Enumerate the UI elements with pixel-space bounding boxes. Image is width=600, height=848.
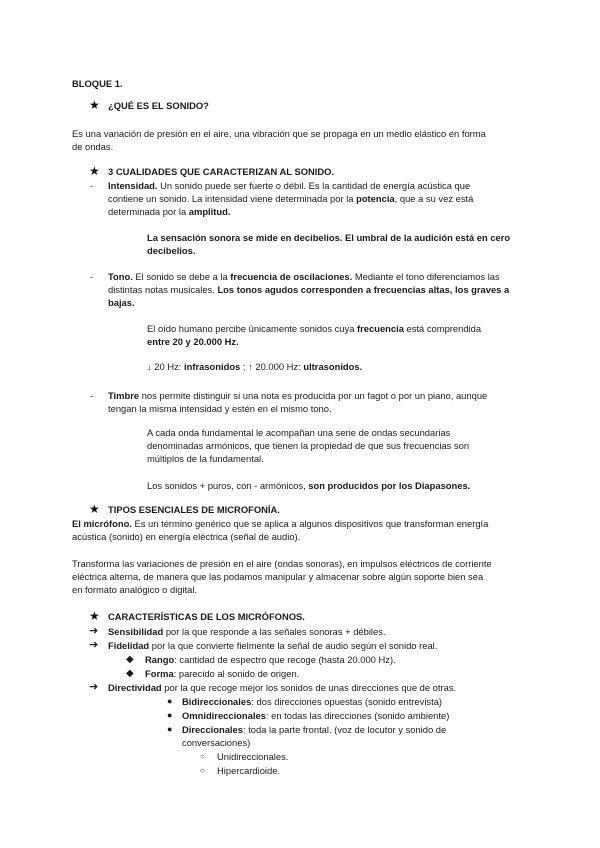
section-heading-microfonia: TIPOS ESENCIALES DE MICROFONÍA. xyxy=(108,504,280,515)
timbre-line-2: tengan la misma intensidad y estén en el mismo tono. xyxy=(108,403,332,414)
diamond-bullet-icon: ◆ xyxy=(126,668,134,679)
arrow-up-icon: ↑ xyxy=(248,361,253,372)
intensidad-note-2: decibelios. xyxy=(147,245,196,256)
omnidireccionales-item: Omnidireccionales: en todas las direcciones (sonido ambiente) xyxy=(182,710,450,721)
timbre-note-2: denominadas armónicos, que tienen la propiedad de que sus frecuencias son xyxy=(147,440,470,451)
arrow-right-icon: ➔ xyxy=(89,681,99,693)
hipercardioide-item: Hipercardioide. xyxy=(217,765,281,776)
arrow-down-icon: ↓ xyxy=(147,361,152,372)
paragraph-line: Transforma las variaciones de presión en el aire (ondas sonoras), en impulsos eléctricos de corriente xyxy=(72,558,492,569)
paragraph-line: eléctrica alterna, de manera que las podamos manipular y almacenar sobre algún soporte bien sea xyxy=(72,571,484,582)
direccionales-item-cont: conversaciones) xyxy=(182,737,251,748)
arrow-right-icon: ➔ xyxy=(89,625,99,637)
star-bullet-icon: ★ xyxy=(89,164,100,178)
timbre-note-3: múltiplos de la fundamental. xyxy=(147,453,264,464)
dash-bullet: - xyxy=(90,390,94,401)
forma-item: Forma: parecido al sonido de origen. xyxy=(145,668,300,679)
tono-range-line: ↓ 20 Hz: infrasonidos ; ↑ 20.000 Hz: ultrasonidos. xyxy=(147,361,363,372)
intensidad-line-2: contiene un sonido. La intensidad viene determinada por la potencia, que a su vez está xyxy=(108,193,474,204)
arrow-right-icon: ➔ xyxy=(89,639,99,651)
directividad-item: Directividad por la que recoge mejor los sonidos de unas direcciones que de otras. xyxy=(108,682,457,693)
dash-bullet: - xyxy=(90,180,94,191)
intensidad-note-1: La sensación sonora se mide en decibelios. El umbral de la audición está en cero xyxy=(147,232,511,243)
dash-bullet: - xyxy=(90,271,94,282)
tono-line-3: bajas. xyxy=(108,297,135,308)
intensidad-line-1: Intensidad. Un sonido puede ser fuerte o débil. Es la cantidad de energía acústica que xyxy=(108,180,471,191)
tono-note-1: El oído humano percibe únicamente sonidos cuya frecuencia está comprendida xyxy=(147,323,482,334)
bidireccionales-item: Bidireccionales: dos direcciones opuestas (sonido entrevista) xyxy=(182,696,443,707)
timbre-note-4: Los sonidos + puros, con - armónicos, son producidos por los Diapasones. xyxy=(147,480,471,491)
timbre-line-1: Timbre nos permite distinguir si una nota es producida por un fagot o por un piano, aunque xyxy=(108,390,488,401)
paragraph-line: en formato analógico o digital. xyxy=(72,584,198,595)
unidireccionales-item: Unidireccionales. xyxy=(217,751,289,762)
star-bullet-icon: ★ xyxy=(89,502,100,516)
microfono-line-2: acústica (sonido) en energía eléctrica (señal de audio). xyxy=(72,531,301,542)
document-title: BLOQUE 1. xyxy=(72,78,123,89)
section-heading-caracteristicas: CARACTERÍSTICAS DE LOS MICRÓFONOS. xyxy=(108,611,305,622)
diamond-bullet-icon: ◆ xyxy=(126,654,134,665)
star-bullet-icon: ★ xyxy=(89,609,100,623)
direccionales-item: Direccionales: toda la parte frontal. (voz de locutor y sonido de xyxy=(182,724,447,735)
section-heading-cualidades: 3 CUALIDADES QUE CARACTERIZAN AL SONIDO. xyxy=(108,166,335,177)
circle-bullet-icon: ○ xyxy=(200,752,205,761)
star-bullet-icon: ★ xyxy=(89,98,100,112)
circle-bullet-icon: ○ xyxy=(200,766,205,775)
section-heading-sonido: ¿QUÉ ES EL SONIDO? xyxy=(108,100,209,111)
timbre-note-1: A cada onda fundamental le acompañan una serie de ondas secundarias xyxy=(147,427,451,438)
rango-item: Rango: cantidad de espectro que recoge (hasta 20.000 Hz). xyxy=(145,654,396,665)
intensidad-line-3: determinada por la amplitud. xyxy=(108,206,231,217)
dot-bullet-icon: ● xyxy=(167,710,173,720)
fidelidad-item: Fidelidad por la que convierte fielmente la señal de audio según el sonido real. xyxy=(108,640,438,651)
tono-note-2: entre 20 y 20.000 Hz. xyxy=(147,336,239,347)
dot-bullet-icon: ● xyxy=(167,696,173,706)
tono-line-1: Tono. El sonido se debe a la frecuencia de oscilaciones. Mediante el tono diferenciamos las xyxy=(108,271,500,282)
paragraph-line: de ondas. xyxy=(72,141,114,152)
tono-line-2: distintas notas musicales. Los tonos agudos corresponden a frecuencias altas, los graves a xyxy=(108,284,510,295)
dot-bullet-icon: ● xyxy=(167,724,173,734)
paragraph-line: Es una variación de presión en el aire, una vibración que se propaga en un medio elástico en forma xyxy=(72,128,486,139)
microfono-line-1: El micrófono. Es un término genérico que se aplica a algunos dispositivos que transforman energía xyxy=(72,518,489,529)
sensibilidad-item: Sensibilidad por la que responde a las señales sonoras + débiles. xyxy=(108,626,386,637)
